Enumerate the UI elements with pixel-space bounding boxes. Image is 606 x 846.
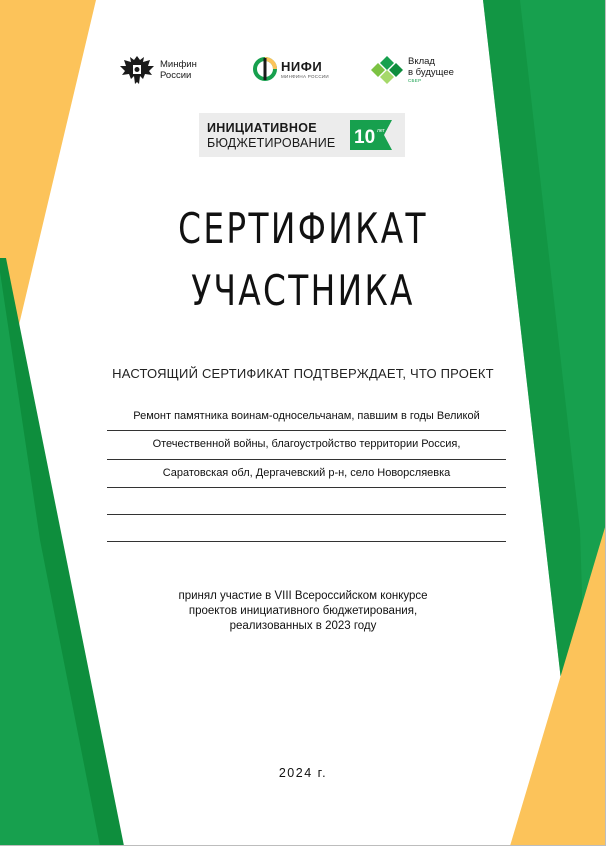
minfin-line1: Минфин [160, 59, 197, 70]
nifi-ring-icon [252, 56, 278, 82]
ib-line1: ИНИЦИАТИВНОЕ [207, 121, 317, 135]
green-diamonds-icon [370, 54, 404, 84]
underline-1 [107, 430, 506, 431]
underline-3 [107, 487, 506, 488]
underline-2 [107, 459, 506, 460]
vklad-sub: СБЕР [408, 77, 422, 83]
badge-number: 10 [354, 127, 376, 148]
confirmation-text: НАСТОЯЩИЙ СЕРТИФИКАТ ПОДТВЕРЖДАЕТ, ЧТО ПРОЕКТ [112, 366, 494, 381]
badge-unit: лет [377, 128, 385, 134]
vklad-line1: Вклад [408, 55, 435, 67]
nifi-logo [252, 56, 329, 82]
minfin-line2: России [160, 70, 192, 81]
certificate-title-line1: СЕРТИФИКАТ [178, 204, 428, 253]
project-line-1: Ремонт памятника воинам-односельчанам, павшим в годы Великой [133, 410, 480, 422]
participation-line3: реализованных в 2023 году [229, 620, 377, 632]
nifi-name: НИФИ [281, 59, 323, 74]
participation-text [0, 589, 606, 634]
ten-years-badge-icon [350, 120, 392, 150]
project-line-3: Саратовская обл, Дергачевский р-н, село Новорсляевка [162, 467, 451, 479]
double-headed-eagle-emblem-icon [118, 52, 156, 88]
project-line-2: Отечественной войны, благоустройство территории Россия, [152, 438, 461, 450]
vklad-line2: в будущее [408, 66, 454, 78]
underline-5 [107, 541, 506, 542]
certificate-year: 2024 г. [278, 766, 328, 780]
initiative-budgeting-logo [199, 113, 405, 157]
underline-4 [107, 514, 506, 515]
ib-line2: БЮДЖЕТИРОВАНИЕ [207, 136, 336, 150]
nifi-sub: МИНФИНА РОССИИ [281, 74, 329, 79]
vklad-logo [370, 54, 454, 84]
minfin-logo [118, 52, 197, 88]
certificate-title-line2: УЧАСТНИКА [191, 266, 415, 315]
participation-line2: проектов инициативного бюджетирования, [188, 605, 418, 617]
participation-line1: принял участие в VIII Всероссийском конкурсе [178, 590, 428, 602]
